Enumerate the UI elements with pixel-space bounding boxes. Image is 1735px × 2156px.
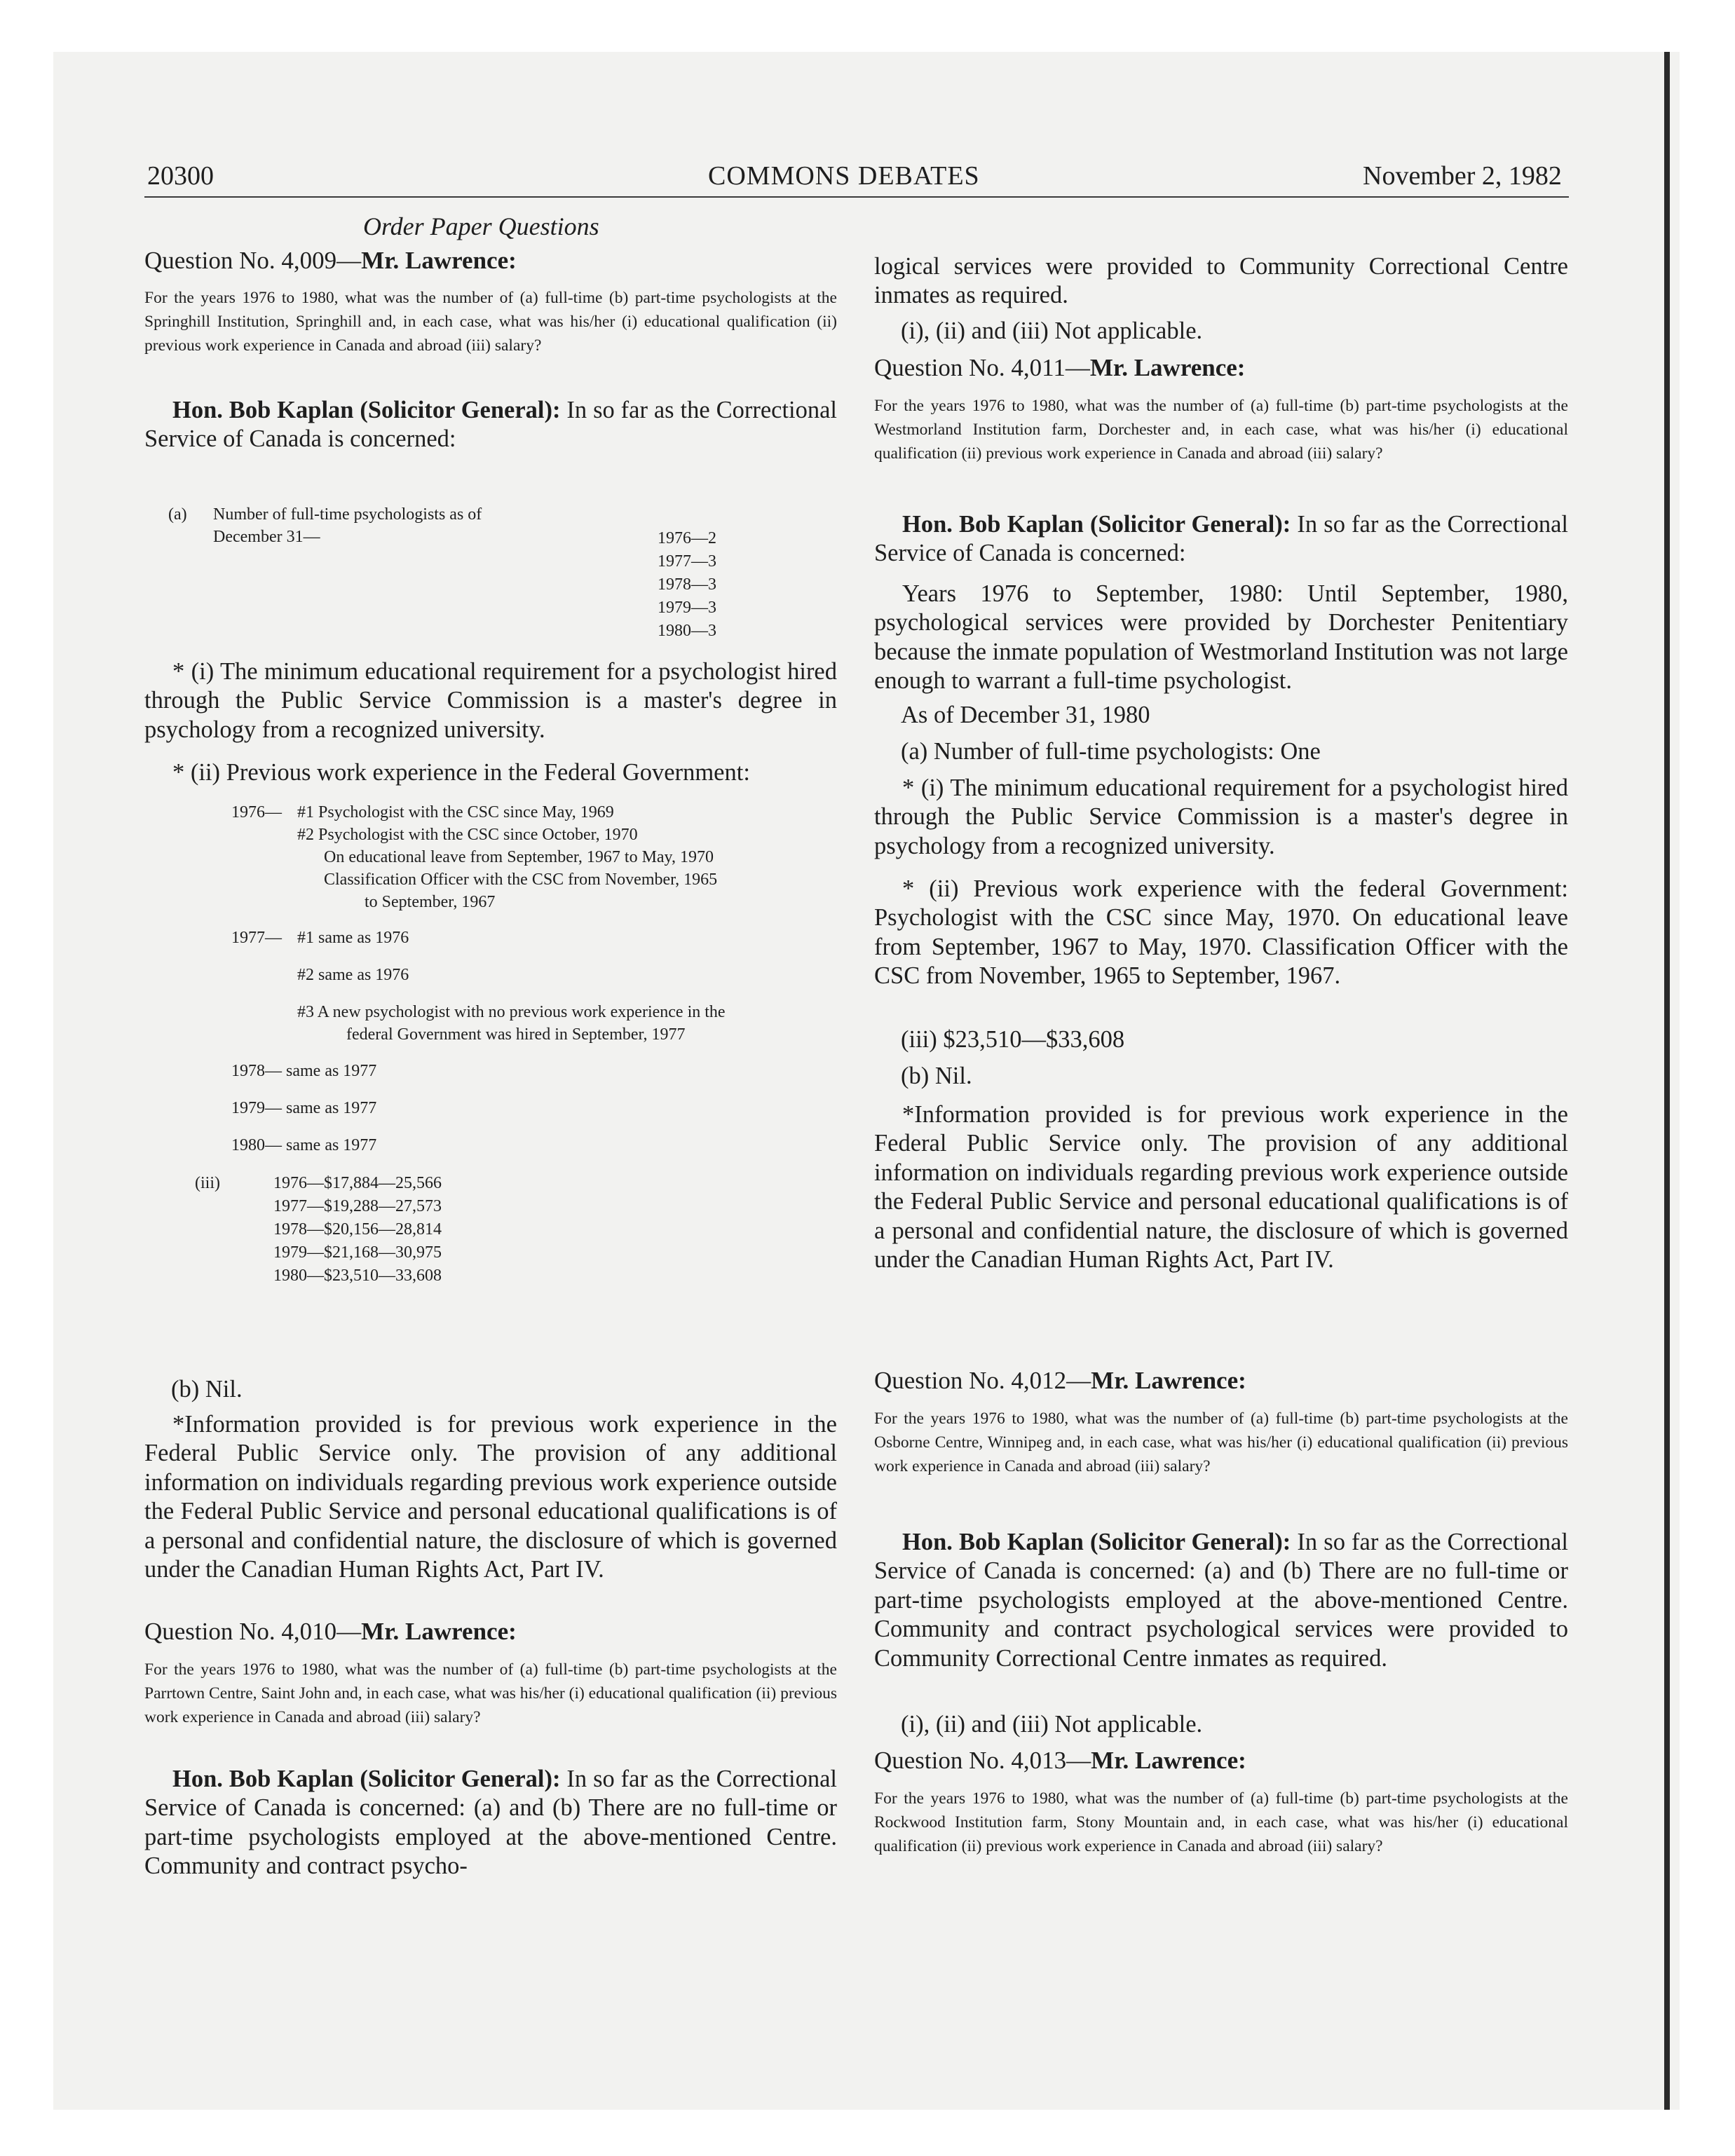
- answer-4012: [874, 1528, 1568, 1673]
- question-label: Question No. 4,010—: [144, 1618, 362, 1645]
- exp-year-1980: 1980— same as 1977: [231, 1136, 377, 1154]
- years-paragraph: Years 1976 to September, 1980: Until September, 1980, psychological services were provided by Dorchester Penitentiary because the inmate population of Westmorland Institution was not large enough to warrant a full-time psychologist.: [874, 580, 1568, 695]
- para-ii-experience: * (ii) Previous work experience in the Federal Government:: [172, 759, 750, 786]
- page-header-title: COMMONS DEBATES: [708, 161, 980, 191]
- answer-text: In so far as the Correctional Service of Canada is concerned: (a) and (b) There are no full-time or part-time psychologists employed at the above-mentioned Centre. Community and contract psychological services were provided to Community Correctional Centre inmates as required.: [874, 1529, 1569, 1672]
- salary-row: 1979—$21,168—30,975: [273, 1243, 442, 1262]
- right-information-note: *Information provided is for previous work experience in the Federal Public Service only. The provision of any additional information on individuals regarding previous work experience outside the Federal Public Service and personal educational qualifications is of a personal and confidential nature, the disclosure of which is governed under the Canadian Human Rights Act, Part IV.: [874, 1101, 1568, 1273]
- speaker-name: Hon. Bob Kaplan (Solicitor General):: [172, 397, 561, 423]
- count-row: 1977—3: [658, 552, 716, 571]
- right-salary: (iii) $23,510—$33,608: [901, 1026, 1125, 1053]
- question-4012-text: For the years 1976 to 1980, what was the number of (a) full-time (b) part-time psychologists at the Osborne Centre, Winnipeg and, in each case, what was his/her (i) educational qualification (ii) previous work experience in Canada and abroad (iii) salary?: [874, 1410, 1568, 1476]
- count-row: 1980—3: [658, 622, 716, 641]
- not-applicable-1: (i), (ii) and (iii) Not applicable.: [901, 318, 1203, 344]
- exp-1977-3-cont: federal Government was hired in September, 1977: [346, 1025, 686, 1044]
- right-para-ii: * (ii) Previous work experience with the federal Government: Psychologist with the CSC since May, 1970. On educational leave from September, 1967 to May, 1970. Classification Officer with the CSC from November, 1965 to September, 1967.: [874, 875, 1568, 990]
- item-a-label: (a): [168, 505, 187, 524]
- exp-year-1979: 1979— same as 1977: [231, 1099, 377, 1117]
- question-author: Mr. Lawrence:: [1091, 1747, 1246, 1774]
- answer-text: In so far as the Correctional Service of Canada is concerned:: [144, 397, 838, 453]
- answer-4010: [144, 1765, 837, 1881]
- section-title: Order Paper Questions: [363, 212, 599, 240]
- exp-1977-2: #2 same as 1976: [297, 966, 409, 984]
- exp-psych-2-leave: On educational leave from September, 1967 to May, 1970: [324, 848, 714, 866]
- salary-row: 1978—$20,156—28,814: [273, 1220, 442, 1239]
- salary-ranges: [273, 1172, 442, 1288]
- question-4009-text: For the years 1976 to 1980, what was the number of (a) full-time (b) part-time psychologists at the Springhill Institution, Springhill and, in each case, what was his/her (i) educational qualification (ii) previous work experience in Canada and abroad (iii) salary?: [144, 289, 837, 355]
- speaker-name: Hon. Bob Kaplan (Solicitor General):: [902, 1529, 1291, 1555]
- question-label: Question No. 4,012—: [874, 1367, 1091, 1394]
- question-label: Question No. 4,011—: [874, 354, 1090, 381]
- exp-1977-1: #1 same as 1976: [297, 929, 409, 947]
- answer-4010-continued: logical services were provided to Community Correctional Centre inmates as required.: [874, 253, 1568, 309]
- answer-4011-intro: [874, 510, 1568, 568]
- question-author: Mr. Lawrence:: [1091, 1367, 1246, 1394]
- exp-year-1978: 1978— same as 1977: [231, 1062, 377, 1080]
- exp-year-1976: 1976—: [231, 803, 282, 821]
- question-4013-heading: [874, 1747, 1568, 1775]
- question-4010-text: For the years 1976 to 1980, what was the number of (a) full-time (b) part-time psychologists at the Parrtown Centre, Saint John and, in each case, what was his/her (i) educational qualification (ii) previous work experience in Canada and abroad (iii) salary?: [144, 1660, 838, 1727]
- exp-psych-2: #2 Psychologist with the CSC since October, 1970: [297, 826, 638, 844]
- exp-psych-1: #1 Psychologist with the CSC since May, 1969: [297, 803, 614, 821]
- item-b-nil: (b) Nil.: [171, 1376, 243, 1403]
- question-4009-heading: [144, 247, 837, 275]
- question-4013-text: For the years 1976 to 1980, what was the number of (a) full-time (b) part-time psychologists at the Rockwood Institution farm, Stony Mountain and, in each case, what was his/her (i) educational qualification (ii) previous work experience in Canada and abroad (iii) salary?: [874, 1789, 1568, 1856]
- scan-edge-shadow: [1664, 52, 1670, 2110]
- count-row: 1979—3: [658, 599, 716, 618]
- exp-psych-2-officer: Classification Officer with the CSC from November, 1965: [324, 871, 718, 889]
- question-4011-heading: [874, 354, 1568, 382]
- para-i-educational: * (i) The minimum educational requirement for a psychologist hired through the Public Service Commission is a master's degree in psychology from a recognized university.: [144, 658, 837, 743]
- answer-text: In so far as the Correctional Service of Canada is concerned: (a) and (b) There are no full-time or part-time psychologists employed at the above-mentioned Centre. Community and contract psycho-: [144, 1766, 838, 1880]
- psychologist-counts: [658, 527, 716, 643]
- item-a-text-line1: Number of full-time psychologists as of: [213, 505, 482, 524]
- right-para-i: * (i) The minimum educational requirement for a psychologist hired through the Public Service Commission is a master's degree in psychology from a recognized university.: [874, 775, 1568, 859]
- exp-1977-3: #3 A new psychologist with no previous work experience in the: [297, 1003, 726, 1021]
- count-row: 1978—3: [658, 575, 716, 594]
- number-full-time: (a) Number of full-time psychologists: One: [901, 738, 1321, 765]
- salary-row: 1980—$23,510—33,608: [273, 1267, 442, 1285]
- count-row: 1976—2: [658, 529, 716, 547]
- salary-row: 1976—$17,884—25,566: [273, 1174, 442, 1192]
- question-author: Mr. Lawrence:: [361, 247, 517, 274]
- question-4011-text: For the years 1976 to 1980, what was the number of (a) full-time (b) part-time psychologists at the Westmorland Institution farm, Dorchester and, in each case, what was his/her (i) educational qualification (ii) previous work experience in Canada and abroad (iii) salary?: [874, 397, 1568, 463]
- question-label: Question No. 4,013—: [874, 1747, 1091, 1774]
- page-number: 20300: [147, 161, 214, 191]
- question-4012-heading: [874, 1367, 1568, 1395]
- exp-year-1977: 1977—: [231, 929, 282, 947]
- item-iii-label: (iii): [195, 1174, 220, 1192]
- information-note: *Information provided is for previous work experience in the Federal Public Service only. The provision of any additional information on individuals regarding previous work experience outside the Federal Public Service and personal educational qualifications is of a personal and confidential nature, the disclosure of which is governed under the Canadian Human Rights Act, Part IV.: [144, 1411, 837, 1583]
- speaker-name: Hon. Bob Kaplan (Solicitor General):: [902, 511, 1291, 538]
- exp-psych-2-officer-end: to September, 1967: [365, 893, 496, 911]
- not-applicable-2: (i), (ii) and (iii) Not applicable.: [901, 1711, 1203, 1738]
- speaker-name: Hon. Bob Kaplan (Solicitor General):: [172, 1766, 561, 1792]
- answer-4009-intro: [144, 396, 837, 454]
- header-rule: [144, 196, 1569, 198]
- salary-row: 1977—$19,288—27,573: [273, 1197, 442, 1216]
- question-4010-heading: [144, 1618, 837, 1646]
- right-item-b-nil: (b) Nil.: [901, 1063, 972, 1089]
- answer-text: In so far as the Correctional Service of Canada is concerned:: [874, 511, 1569, 567]
- question-author: Mr. Lawrence:: [1089, 354, 1246, 381]
- page-header-date: November 2, 1982: [1363, 161, 1562, 191]
- question-label: Question No. 4,009—: [144, 247, 362, 274]
- item-a-text-line2: December 31—: [213, 528, 320, 546]
- question-author: Mr. Lawrence:: [361, 1618, 517, 1645]
- as-of-date: As of December 31, 1980: [901, 702, 1150, 728]
